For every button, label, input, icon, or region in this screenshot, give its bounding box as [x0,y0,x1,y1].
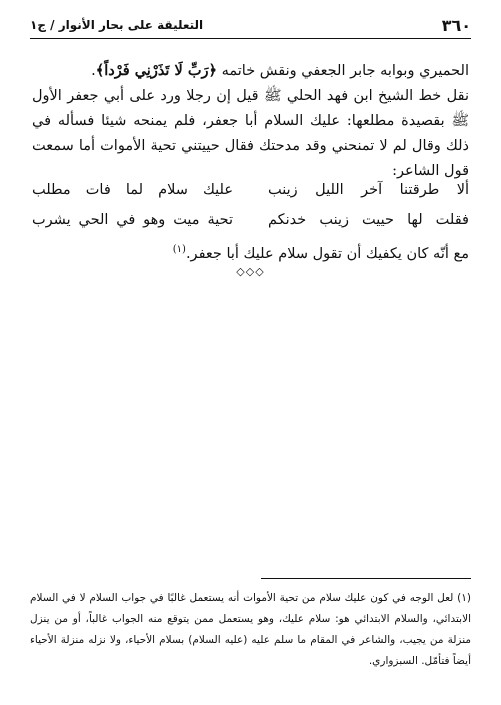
poem-verse [32,175,469,205]
running-title: التعليقة على بحار الأنوار / ج١ [30,18,204,32]
footnote-item: (١) لعل الوجه في كون عليك سلام من تحية الأموات أنه يستعمل غالبًا في جواب السلام لا في السلام الابتدائي، والسلام الابتدائي هو: سلام عليك، وهو يستعمل ممن يتوقع منه الجواب غالباً، أو من ينزل منزلة من يجيب، والشاعر في المقام ما سلم عليه (عليه السلام) بسلام الأحياء، ولا نزله منزلة الأحياء أيضاً فتأمّل. السبزواري. [30,592,471,667]
verse-second-hemistich: تحية ميت وهو في الحي يشرب [32,212,234,228]
opening-text: الحميري وبوابه جابر الجعفي ونقش خاتمه [216,63,469,79]
verse-first-hemistich: ألا طرقتنا آخر الليل زينب [267,182,469,198]
closing-line [32,237,469,267]
narrative-paragraph: نقل خط الشيخ ابن فهد الحلي ﷺ قيل إن رجلا ورد على أبي جعفر الأول ﷺ بقصيدة مطلعها: عليك السلام أبا جعفر، فلم يمنحه شيئا فسأله في ذلك وقال لم لا تمنحني وقد مدحتك فقال حييتني تحية الأموات أما سمعت قول الشاعر: [32,88,469,179]
opening-end: . [91,63,96,79]
verse-first-hemistich: فقلت لها حييت زينب خدنكم [267,212,469,228]
main-text [32,58,469,184]
footnote-reference: (١) [172,244,186,255]
quran-quote: ﴿رَبِّ لَا تَذَرْنِي فَرْداً﴾ [95,62,217,79]
poem [32,175,469,235]
closing-text: مع أنّه كان يكفيك أن تقول سلام عليك أبا جعفر. [185,245,469,262]
footnote-rule [261,578,471,579]
section-ornament: ◇◇◇ [236,265,265,278]
opening-line [32,58,469,84]
page-header [30,14,471,36]
poem-verse [32,205,469,235]
header-rule [30,38,471,39]
footnotes [30,588,471,672]
page-number: ٣٦٠ [441,15,471,35]
verse-second-hemistich: عليك سلام لما فات مطلب [32,182,234,198]
